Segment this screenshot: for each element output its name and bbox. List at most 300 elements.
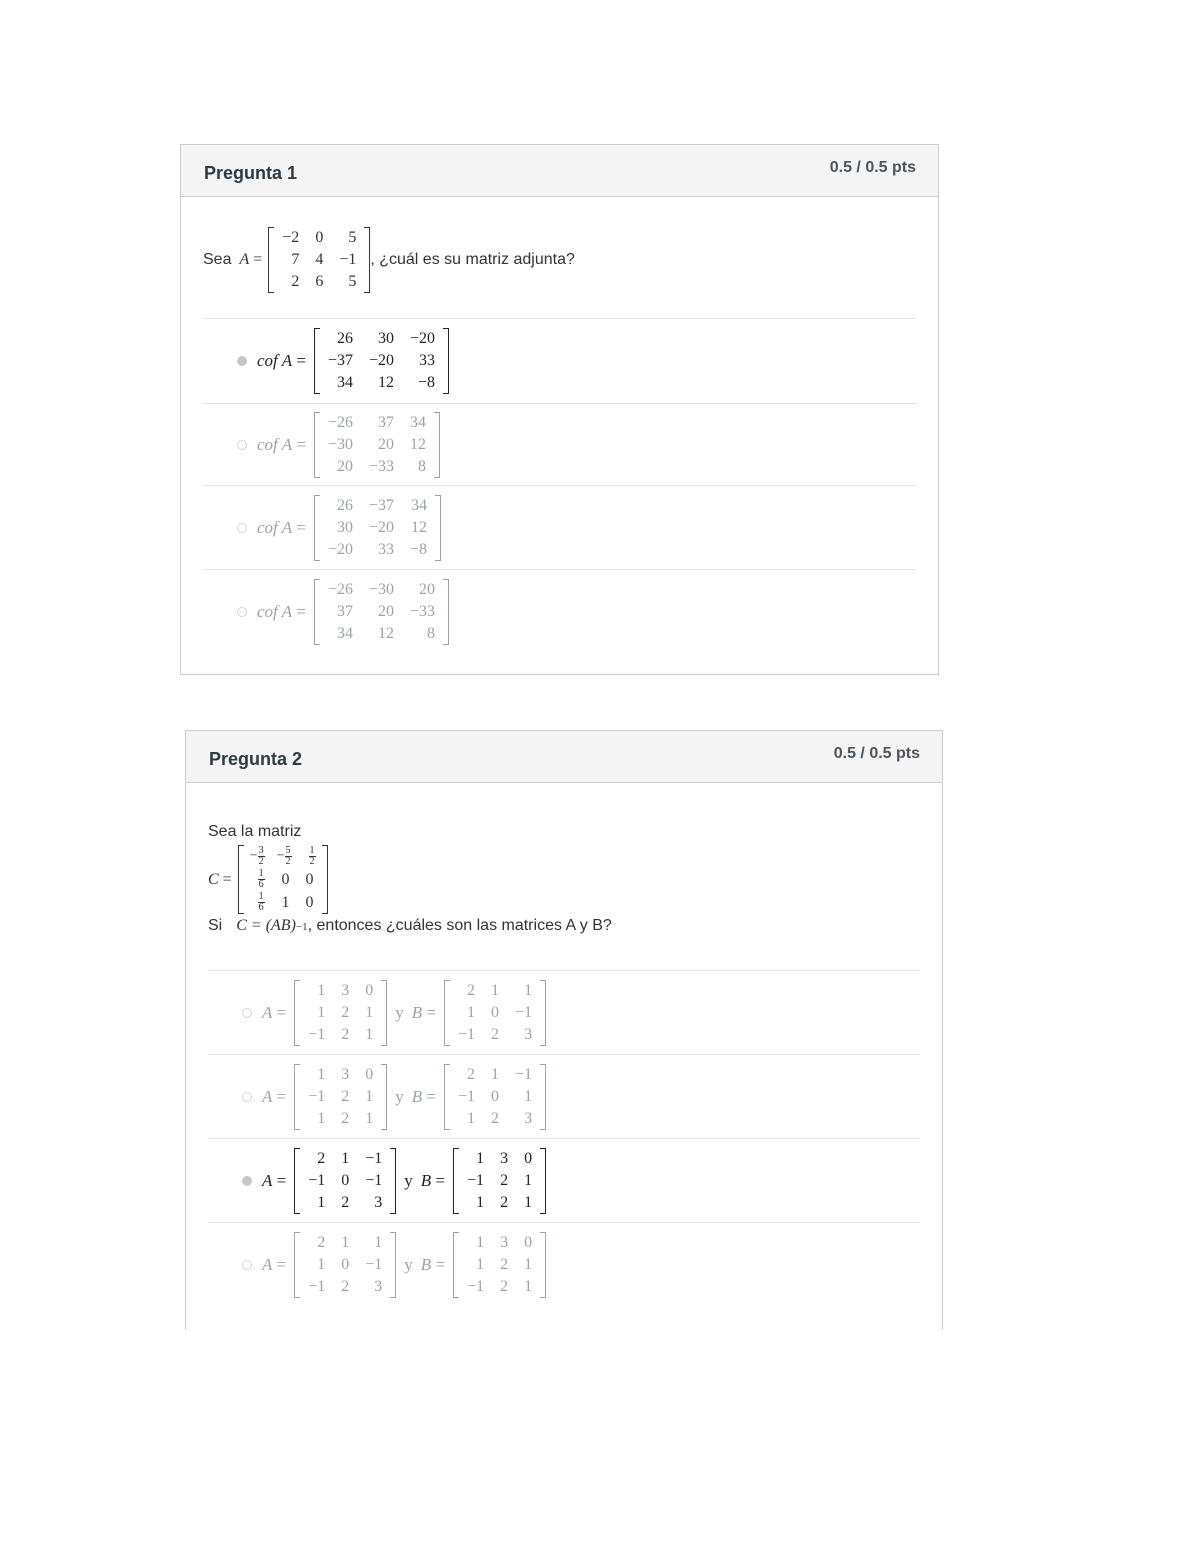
matrix-cell: 2 [341,1087,350,1105]
answer-matrix-a [294,980,387,1046]
matrix-a-label [262,1171,286,1191]
matrix-row [450,1086,540,1108]
matrix-cell [298,845,322,868]
matrix-cell: 12 [410,435,427,453]
matrix-cell: 2 [467,1065,476,1083]
matrix-right-bracket [390,1232,396,1298]
matrix-cell: 2 [491,1025,500,1043]
matrix-cell: −26 [327,580,353,598]
matrix-b-label [412,1087,436,1107]
matrix-cell: 1 [317,1193,326,1211]
matrix-right-bracket [540,1148,546,1214]
matrix-cell: 34 [411,496,428,514]
answer-label [257,351,306,371]
matrix-row [450,1064,540,1086]
question-2-stem [208,917,612,935]
answer-label [257,435,306,455]
fraction [258,869,265,890]
matrix-cell: 8 [427,624,436,642]
matrix-cell: 33 [378,540,395,558]
matrix-right-bracket [322,845,328,914]
matrix-cell: 0 [305,893,314,911]
matrix-cell: 3 [374,1193,383,1211]
matrix-right-bracket [381,1064,387,1130]
matrix-cell: −1 [458,1087,476,1105]
matrix-cell: 0 [315,229,324,246]
equals-sign: = [431,1170,446,1190]
a-symbol: A [262,1086,273,1106]
matrix-cell: 1 [341,1149,350,1167]
matrix-b-label [421,1171,445,1191]
cof-label: cof A [257,517,293,537]
matrix-cell: 30 [336,518,353,536]
answer-option[interactable] [203,318,916,403]
matrix-row [244,868,322,891]
radio-button[interactable] [242,1176,252,1186]
matrix-a-label [262,1003,286,1023]
matrix-cell: 2 [341,1277,350,1295]
stem-si: Si [208,917,223,934]
matrix-cell: 1 [365,1087,374,1105]
matrix-cell: −20 [327,540,353,558]
radio-button[interactable] [242,1008,252,1018]
matrix-cell: −2 [282,229,300,246]
matrix-cell: −1 [308,1087,326,1105]
matrix-cell: 2 [291,273,300,290]
fraction-numerator: 1 [258,891,264,902]
answer-matrix-b [444,1064,546,1130]
matrix-cell: 1 [281,893,290,911]
matrix-cell: 1 [317,981,326,999]
matrix-cell: 2 [341,1193,350,1211]
matrix-a-label [262,1255,286,1275]
matrix-cell: −1 [467,1171,485,1189]
matrix-cell: 6 [315,273,324,290]
matrix-cell: 2 [317,1233,326,1251]
matrix-cell: −1 [515,1065,533,1083]
matrix-row [300,1108,381,1130]
matrix-row [320,539,435,561]
answer-option[interactable] [208,1138,920,1222]
matrix-cell: 26 [336,330,353,347]
matrix-row [274,227,364,249]
matrix-cell: −1 [365,1171,383,1189]
equals-sign: = [422,1002,436,1022]
matrix-table [300,1148,390,1214]
matrix-row [300,980,381,1002]
matrix-c-line [208,845,328,914]
answer-option[interactable] [208,1054,920,1138]
matrix-cell: 1 [491,981,500,999]
matrix-cell: 2 [341,1025,350,1043]
cof-label: cof A [257,601,293,621]
matrix-cell: 33 [419,352,436,369]
answer-option[interactable] [203,485,916,569]
matrix-cell: 1 [341,1233,350,1251]
matrix-cell: −20 [368,518,395,536]
matrix-cell: 0 [341,1255,350,1273]
matrix-cell: 5 [348,229,357,246]
matrix-cell: 3 [374,1277,383,1295]
matrix-cell: −26 [327,413,353,431]
matrix-cell: 2 [467,981,476,999]
matrix-row [244,891,322,914]
stem-question: , entonces ¿cuáles son las matrices A y B? [307,917,612,934]
question-2-card [185,730,943,1330]
matrix-row [459,1170,540,1192]
question-1-stem [203,227,575,293]
matrix-cell: 1 [317,1255,326,1273]
matrix-cell: −1 [365,1255,383,1273]
matrix-cell: 1 [524,1193,533,1211]
matrix-table [459,1232,540,1298]
matrix-row [320,412,434,434]
equals-sign: = [272,1002,287,1022]
matrix-row [244,845,322,868]
matrix-cell: −1 [467,1277,485,1295]
radio-button[interactable] [237,523,247,533]
matrix-row [320,517,435,539]
matrix-row [320,350,443,372]
matrix-cell: 1 [524,1087,533,1105]
matrix-table [320,412,434,478]
answer-matrix-a [294,1148,396,1214]
matrix-cell: 34 [336,374,353,391]
fraction-denominator: 6 [258,902,264,913]
equals-sign: = [292,517,306,537]
fraction-denominator: 2 [258,856,264,867]
matrix-row [450,980,540,1002]
matrix-cell: 2 [491,1109,500,1127]
radio-button[interactable] [237,607,247,617]
matrix-right-bracket [540,1064,546,1130]
matrix-right-bracket [435,495,441,561]
matrix-cell [271,845,298,868]
fraction-numerator: 3 [258,845,264,856]
matrix-cell [244,845,271,868]
matrix-cell: 0 [524,1149,533,1167]
matrix-cell: 34 [410,413,427,431]
fraction-numerator: 1 [258,868,264,879]
b-symbol: B [420,1254,432,1274]
answer-matrix-b [453,1148,546,1214]
matrix-table [274,227,364,293]
matrix-right-bracket [443,579,449,645]
conjunction-y: y [404,1254,413,1274]
fraction [309,846,316,867]
matrix-table [450,1064,540,1130]
fraction-numerator: 5 [285,845,291,856]
stem-formula: C = (AB) [236,917,296,934]
matrix-cell: 1 [476,1149,485,1167]
matrix-cell: 7 [291,251,300,268]
matrix-cell: 20 [378,602,395,620]
matrix-cell: 37 [336,602,353,620]
fraction [285,846,292,867]
matrix-cell: 1 [524,981,533,999]
matrix-cell: −30 [368,580,395,598]
matrix-right-bracket [443,328,449,394]
radio-button[interactable] [242,1092,252,1102]
matrix-table [320,328,443,394]
answer-matrix [314,495,441,561]
conjunction-y: y [395,1086,404,1106]
fraction-sign: − [276,848,285,864]
matrix-cell: 2 [317,1149,326,1167]
fraction-numerator: 1 [309,845,315,856]
matrix-cell: 1 [467,1003,476,1021]
matrix-cell: 0 [281,870,290,888]
stem-exponent: −1 [295,921,308,933]
stem-variable: A [239,251,250,268]
matrix-cell: 3 [524,1109,533,1127]
matrix-cell: −8 [410,540,428,558]
answer-matrix-a [294,1064,387,1130]
question-1-answers [203,318,916,653]
matrix-table [459,1148,540,1214]
matrix-row [320,601,443,623]
matrix-cell: 12 [378,374,395,391]
matrix-cell: 5 [348,273,357,290]
answer-matrix [314,412,440,478]
conjunction-y: y [404,1170,413,1190]
matrix-cell: 1 [524,1255,533,1273]
matrix-cell: 0 [365,1065,374,1083]
matrix-right-bracket [381,980,387,1046]
matrix-row [300,1192,390,1214]
equals-sign: = [292,434,306,454]
answer-label [257,518,306,538]
equals-sign: = [292,601,306,621]
matrix-cell: 1 [365,1003,374,1021]
matrix-c [238,845,328,914]
question-points: 0.5 / 0.5 pts [833,745,920,762]
matrix-row [300,1002,381,1024]
question-title: Pregunta 1 [204,163,298,183]
matrix-cell: −20 [410,330,436,347]
matrix-row [300,1254,390,1276]
matrix-row [450,1024,540,1046]
fraction-denominator: 6 [258,879,264,890]
matrix-cell: 3 [341,1065,350,1083]
matrix-table [450,980,540,1046]
matrix-row [459,1232,540,1254]
equals-sign: = [272,1170,287,1190]
equals-sign: = [272,1086,287,1106]
question-title: Pregunta 2 [209,749,303,769]
matrix-cell: 4 [315,251,324,268]
matrix-cell: −33 [368,457,395,475]
matrix-cell: 1 [374,1233,383,1251]
matrix-row [300,1232,390,1254]
matrix-cell: −1 [308,1025,326,1043]
matrix-cell: 2 [500,1193,509,1211]
matrix-cell: 0 [305,870,314,888]
answer-label [257,602,306,622]
c-label: C [208,870,219,888]
matrix-cell: −30 [327,435,353,453]
matrix-row [320,328,443,350]
b-symbol: B [411,1002,423,1022]
matrix-row [320,434,434,456]
matrix-cell: 0 [341,1171,350,1189]
c-equals: = [222,870,232,888]
matrix-row [450,1002,540,1024]
stem-equals: = [253,251,263,268]
a-symbol: A [262,1254,273,1274]
matrix-cell: −8 [418,374,436,391]
matrix-cell: 3 [341,981,350,999]
question-2-header [186,731,942,783]
matrix-cell: 0 [365,981,374,999]
matrix-table [244,845,322,914]
b-symbol: B [411,1086,423,1106]
answer-option[interactable] [208,1222,920,1306]
matrix-row [300,1276,390,1298]
matrix-b-label [412,1003,436,1023]
matrix-cell: 1 [317,1109,326,1127]
matrix-table [300,1232,390,1298]
matrix-cell: 2 [500,1255,509,1273]
radio-button[interactable] [242,1260,252,1270]
matrix-cell: 0 [491,1003,500,1021]
matrix-right-bracket [540,1232,546,1298]
matrix-cell: 1 [476,1193,485,1211]
matrix-cell: −1 [308,1171,326,1189]
matrix-row [320,372,443,394]
matrix-cell: 1 [524,1277,533,1295]
matrix-cell: −1 [458,1025,476,1043]
matrix-cell: 2 [500,1277,509,1295]
matrix-cell: 1 [365,1109,374,1127]
matrix-cell: 1 [524,1171,533,1189]
stem-intro: Sea la matriz [208,823,302,840]
matrix-row [320,579,443,601]
fraction-sign: − [249,848,258,864]
matrix-cell: 2 [341,1003,350,1021]
matrix-cell: −1 [308,1277,326,1295]
matrix-cell: −20 [368,352,395,369]
stem-prefix: Sea [203,251,232,268]
matrix-cell: 12 [378,624,395,642]
cof-label: cof A [257,351,293,370]
matrix-row [459,1254,540,1276]
matrix-cell: −37 [368,496,395,514]
matrix-cell: 0 [491,1087,500,1105]
equals-sign: = [422,1086,436,1106]
matrix-cell: −1 [365,1149,383,1167]
matrix-row [300,1064,381,1086]
radio-button[interactable] [237,356,247,366]
matrix-table [300,1064,381,1130]
a-symbol: A [262,1170,273,1190]
matrix-cell: 30 [378,330,395,347]
answer-option[interactable] [203,569,916,653]
matrix-row [300,1170,390,1192]
a-symbol: A [262,1002,273,1022]
answer-option[interactable] [208,970,920,1054]
fraction-denominator: 2 [285,856,291,867]
question-points: 0.5 / 0.5 pts [829,159,916,176]
matrix-table [320,579,443,645]
matrix-cell: 3 [500,1149,509,1167]
matrix-row [300,1086,381,1108]
question-1-header [181,145,938,197]
matrix-cell: 0 [524,1233,533,1251]
matrix-row [274,249,364,271]
matrix-cell: 20 [336,457,353,475]
matrix-cell: 1 [476,1255,485,1273]
matrix-row [300,1024,381,1046]
matrix-cell: 20 [378,435,395,453]
matrix-row [459,1276,540,1298]
matrix-cell: −1 [515,1003,533,1021]
matrix-cell: 34 [336,624,353,642]
matrix-cell: 1 [467,1109,476,1127]
matrix-cell [244,868,271,891]
matrix-cell [244,891,271,914]
matrix-cell: −33 [410,602,436,620]
answer-matrix-b [453,1232,546,1298]
radio-button[interactable] [237,440,247,450]
answer-option[interactable] [203,403,916,485]
matrix-cell: 1 [365,1025,374,1043]
matrix-cell: 37 [378,413,395,431]
matrix-cell: 26 [336,496,353,514]
matrix-table [320,495,435,561]
matrix-row [320,623,443,645]
answer-matrix [314,328,449,394]
matrix-row [450,1108,540,1130]
matrix-b-label [421,1255,445,1275]
matrix-cell: 3 [524,1025,533,1043]
fraction [258,846,265,867]
matrix-cell: −1 [339,251,357,268]
matrix-right-bracket [434,412,440,478]
matrix-cell: 8 [418,457,427,475]
matrix-cell: 1 [317,1003,326,1021]
b-symbol: B [420,1170,432,1190]
cof-label: cof A [257,434,293,454]
equals-sign: = [292,351,306,370]
matrix-row [274,271,364,293]
fraction [258,892,265,913]
matrix-a [268,227,370,293]
matrix-cell: 2 [341,1109,350,1127]
matrix-cell: 12 [411,518,428,536]
matrix-cell: 2 [500,1171,509,1189]
matrix-table [300,980,381,1046]
matrix-row [459,1148,540,1170]
matrix-cell: 3 [500,1233,509,1251]
matrix-right-bracket [540,980,546,1046]
answer-matrix-a [294,1232,396,1298]
equals-sign: = [431,1254,446,1274]
matrix-cell: 20 [419,580,436,598]
matrix-cell: −37 [327,352,353,369]
matrix-row [320,495,435,517]
question-1-card [180,144,939,675]
stem-question: , ¿cuál es su matriz adjunta? [370,251,575,268]
matrix-right-bracket [390,1148,396,1214]
answer-matrix [314,579,449,645]
question-2-answers [208,970,920,1306]
matrix-cell: 1 [317,1065,326,1083]
equals-sign: = [272,1254,287,1274]
answer-matrix-b [444,980,546,1046]
matrix-a-label [262,1087,286,1107]
fraction-denominator: 2 [309,856,315,867]
